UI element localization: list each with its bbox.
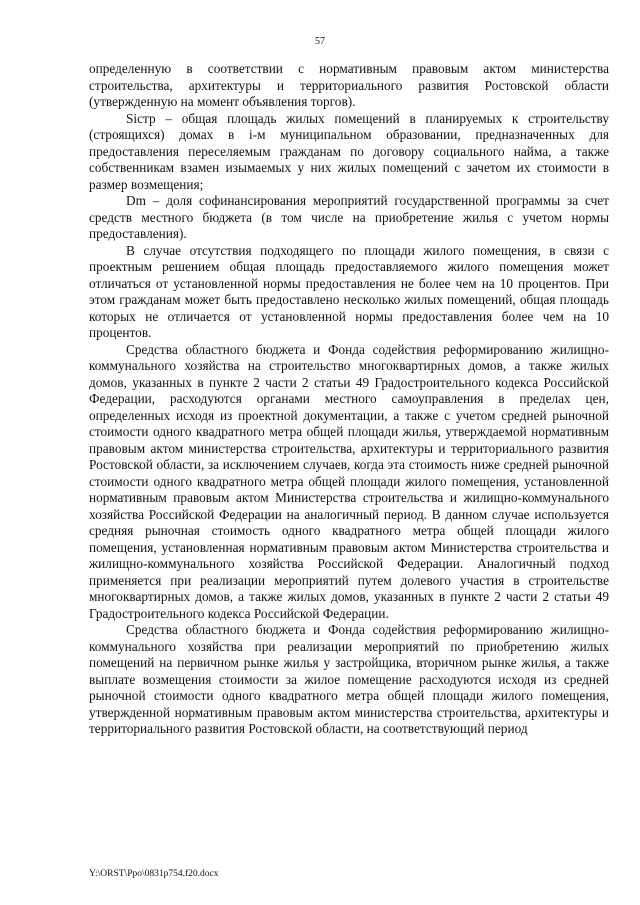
paragraph-dm-definition: Dm – доля софинансирования мероприятий государственной программы за счет средств местного бюджета (в том числе на приобретение жилья с учетом нормы предоставления).: [89, 193, 609, 241]
paragraph-acquisition-funds: Средства областного бюджета и Фонда содействия реформированию жилищно-коммунального хозяйства при реализации мероприятий по приобретению жилых помещений на первичном рынке жилья у застройщика, вторичном рынке жилья, а также выплате возмещения стоимости за жилое помещение расходуются исходя из средней рыночной стоимости одного квадратного метра общей площади жилого помещения, утвержденной нормативным правовым актом министерства строительства, архитектуры и территориального развития Ростовской области, на соответствующий период: [89, 622, 609, 736]
document-body: [89, 61, 609, 738]
paragraph-sictr-definition: Sіcтр – общая площадь жилых помещений в планируемых к строительству (строящихся) домах в і-м муниципальном образовании, предназначенных для предоставления переселяемым гражданам по договору социального найма, а также собственникам взамен изымаемых у них жилых помещений с зачетом их стоимости в размер возмещения;: [89, 110, 609, 192]
paragraph-area-deviation: В случае отсутствия подходящего по площади жилого помещения, в связи с проектным решением общая площадь предоставляемого жилого помещения может отличаться от установленной нормы предоставления не более чем на 10 процентов. При этом гражданам может быть предоставлено несколько жилых помещений, общая площадь которых не отличается от установленной нормы предоставления более чем на 10 процентов.: [89, 242, 609, 340]
paragraph-continued: определенную в соответствии с нормативным правовым актом министерства строительства, архитектуры и территориального развития Ростовской области (утвержденную на момент объявления торгов).: [89, 61, 609, 109]
footer-file-path: Y:\ORST\Ppo\0831p754.f20.docx: [89, 869, 219, 879]
page-number: 57: [315, 36, 325, 47]
paragraph-construction-funds: Средства областного бюджета и Фонда содействия реформированию жилищно-коммунального хозяйства на строительство многоквартирных домов, а также жилых домов, указанных в пункте 2 части 2 статьи 49 Градостроительного кодекса Российской Федерации, расходуются органами местного самоуправления в пределах цен, определенных исходя из проектной документации, а также с учетом средней рыночной стоимости одного квадратного метра общей площади жилья, утверждаемой нормативным правовым актом министерства строительства, архитектуры и территориального развития Ростовской области, за исключением случаев, когда эта стоимость ниже средней рыночной стоимости одного квадратного метра общей площади жилого помещения, установленной нормативным правовым актом Министерства строительства и жилищно-коммунального хозяйства Российской Федерации на аналогичный период. В данном случае используется средняя рыночная стоимость одного квадратного метра общей площади жилого помещения, установленная нормативным правовым актом Министерства строительства и жилищно-коммунального хозяйства Российской Федерации. Аналогичный подход применяется при реализации мероприятий путем долевого участия в строительстве многоквартирных домов, а также жилых домов, указанных в пункте 2 части 2 статьи 49 Градостроительного кодекса Российской Федерации.: [89, 341, 609, 621]
